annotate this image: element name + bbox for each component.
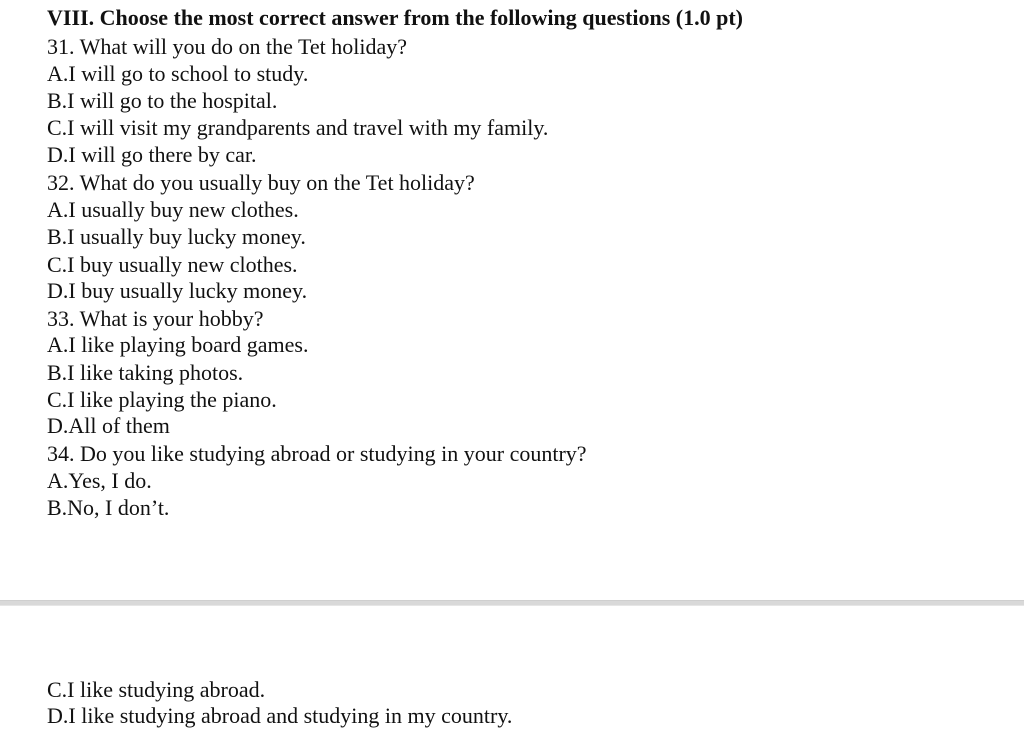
question-31: 31. What will you do on the Tet holiday? — [47, 34, 407, 59]
section-heading: VIII. Choose the most correct answer from the following questions (1.0 pt) — [47, 5, 744, 30]
q31-option-b: B.I will go to the hospital. — [47, 88, 278, 113]
q31-option-a: A.I will go to school to study. — [47, 61, 309, 86]
q33-option-a: A.I like playing board games. — [47, 332, 309, 357]
question-33: 33. What is your hobby? — [47, 306, 264, 331]
q33-option-c: C.I like playing the piano. — [47, 387, 277, 412]
question-32: 32. What do you usually buy on the Tet holiday? — [47, 170, 475, 195]
q32-option-b: B.I usually buy lucky money. — [47, 224, 306, 249]
q32-option-a: A.I usually buy new clothes. — [47, 197, 299, 222]
q33-option-b: B.I like taking photos. — [47, 360, 244, 385]
q34-option-c: C.I like studying abroad. — [47, 677, 266, 702]
question-34: 34. Do you like studying abroad or studying in your country? — [47, 441, 587, 466]
q31-option-d: D.I will go there by car. — [47, 142, 257, 167]
q33-option-d: D.All of them — [47, 413, 170, 438]
page-bottom — [0, 606, 1024, 733]
q32-option-c: C.I buy usually new clothes. — [47, 252, 298, 277]
q32-option-d: D.I buy usually lucky money. — [47, 278, 308, 303]
q34-option-d: D.I like studying abroad and studying in my country. — [47, 703, 513, 728]
q34-option-b: B.No, I don’t. — [47, 495, 170, 520]
q31-option-c: C.I will visit my grandparents and travel with my family. — [47, 115, 549, 140]
q34-option-a: A.Yes, I do. — [47, 468, 152, 493]
